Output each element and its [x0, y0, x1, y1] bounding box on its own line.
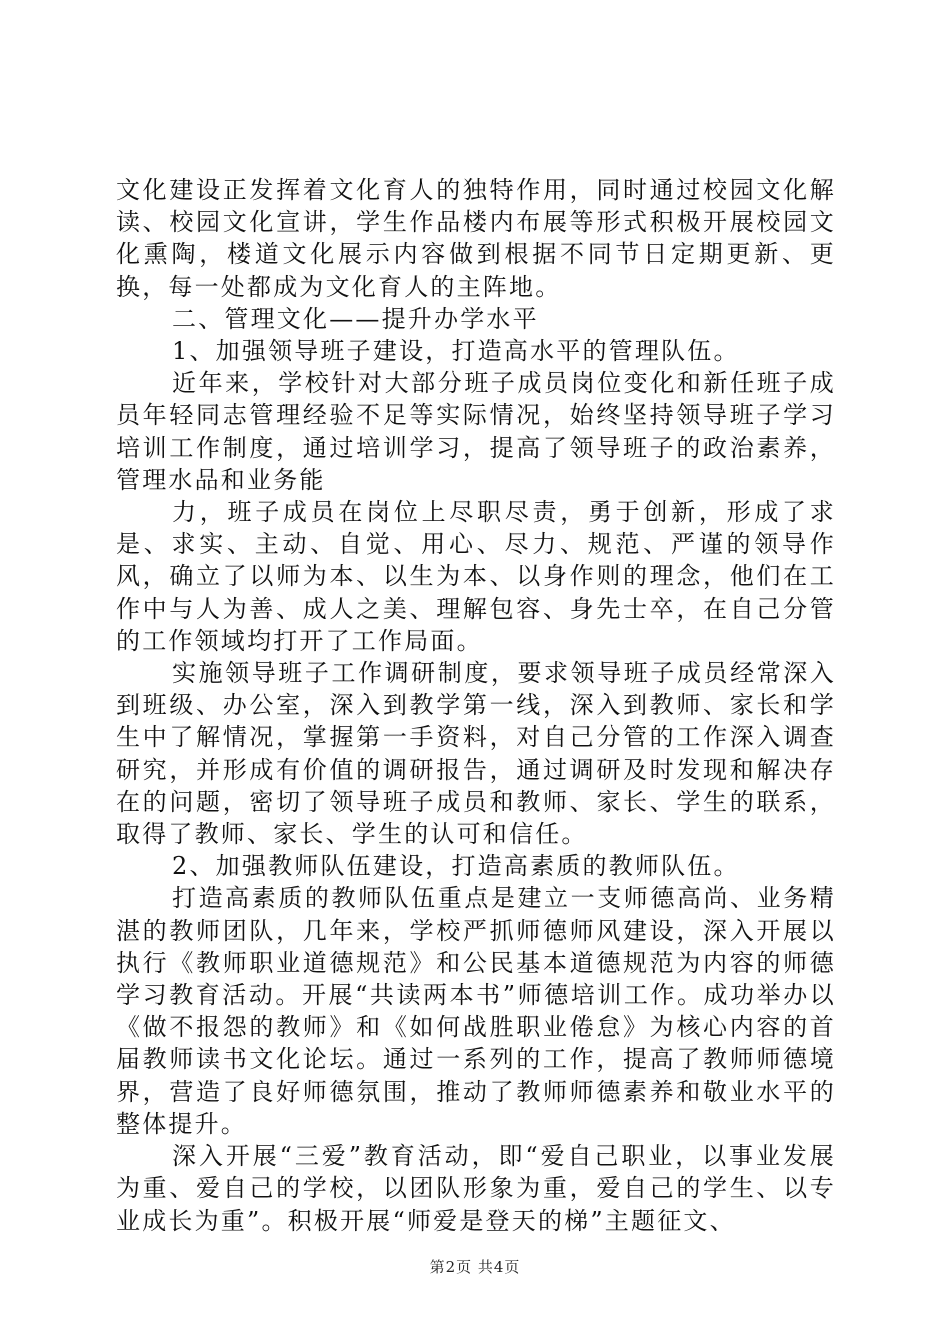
- document-body: [116, 174, 836, 1237]
- paragraph-6: 实施领导班子工作调研制度，要求领导班子成员经常深入到班级、办公室，深入到教学第一线，深入到教师、家长和学生中了解情况，掌握第一手资料，对自己分管的工作深入调查研究，并形成有价值的调研报告，通过调研及时发现和解决存在的问题，密切了领导班子成员和教师、家长、学生的联系，取得了教师、家长、学生的认可和信任。: [116, 659, 836, 849]
- paragraph-8: 打造高素质的教师队伍重点是建立一支师德高尚、业务精湛的教师团队，几年来，学校严抓师德师风建设，深入开展以执行《教师职业道德规范》和公民基本道德规范为内容的师德学习教育活动。开展“共读两本书”师德培训工作。成功举办以《做不报怨的教师》和《如何战胜职业倦怠》为核心内容的首届教师读书文化论坛。通过一系列的工作，提高了教师师德境界，营造了良好师德氛围，推动了教师师德素养和敬业水平的整体提升。: [116, 884, 836, 1138]
- subheading-teacher-team: 2、加强教师队伍建设，打造高素质的教师队伍。: [172, 852, 740, 881]
- subheading-leadership-team: 1、加强领导班子建设，打造高水平的管理队伍。: [172, 337, 740, 366]
- paragraph-5: 力，班子成员在岗位上尽职尽责，勇于创新，形成了求是、求实、主动、自觉、用心、尽力、规范、严谨的领导作风，确立了以师为本、以生为本、以身作则的理念，他们在工作中与人为善、成人之美、理解包容、身先士卒，在自己分管的工作领域均打开了工作局面。: [116, 498, 836, 655]
- page-footer: [0, 1256, 950, 1277]
- paragraph-9: 深入开展“三爱”教育活动，即“爱自己职业，以事业发展为重、爱自己的学校，以团队形象为重，爱自己的学生、以专业成长为重”。积极开展“师爱是登天的梯”主题征文、: [116, 1142, 836, 1235]
- section-heading-management-culture: 二、管理文化——提升办学水平: [172, 304, 539, 333]
- paragraph-1: 文化建设正发挥着文化育人的独特作用，同时通过校园文化解读、校园文化宣讲，学生作品楼内布展等形式积极开展校园文化熏陶，楼道文化展示内容做到根据不同节日定期更新、更换，每一处都成为文化育人的主阵地。: [116, 176, 836, 301]
- paragraph-4: 近年来，学校针对大部分班子成员岗位变化和新任班子成员年轻同志管理经验不足等实际情况，始终坚持领导班子学习培训工作制度，通过培训学习，提高了领导班子的政治素养，管理水品和业务能: [116, 369, 836, 494]
- page-number-label: 第2页 共4页: [429, 1258, 521, 1276]
